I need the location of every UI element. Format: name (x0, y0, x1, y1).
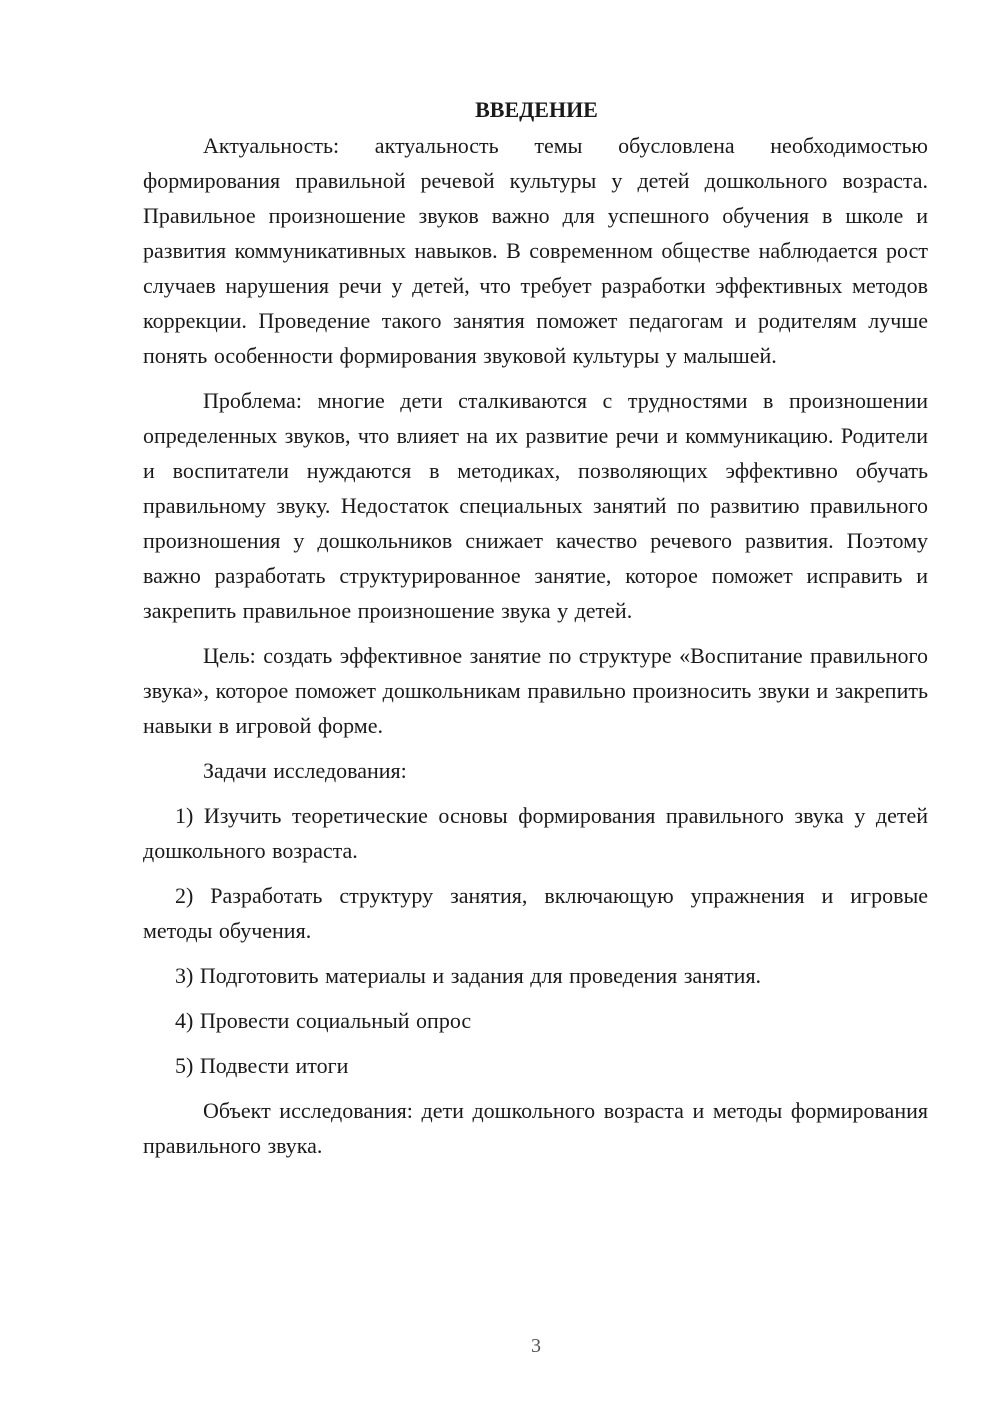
task-item: 5) Подвести итоги (175, 1053, 349, 1078)
task-item: 4) Провести социальный опрос (175, 1008, 472, 1033)
paragraph-goal: Цель: создать эффективное занятие по структуре «Воспитание правильного звука», которое поможет дошкольникам правильно произносить звуки и закрепить навыки в игровой форме. (143, 643, 928, 738)
page-number: 3 (531, 1335, 541, 1357)
page-content (143, 92, 928, 1173)
task-item: 3) Подготовить материалы и задания для проведения занятия. (175, 963, 762, 988)
task-item: 2) Разработать структуру занятия, включающую упражнения и игровые методы обучения. (143, 883, 928, 943)
paragraph-tasks-intro: Задачи исследования: (203, 758, 407, 783)
section-heading: ВВЕДЕНИЕ (475, 97, 598, 122)
paragraph-object: Объект исследования: дети дошкольного возраста и методы формирования правильного звука. (143, 1098, 928, 1158)
paragraph-problem: Проблема: многие дети сталкиваются с трудностями в произношении определенных звуков, что влияет на их развитие речи и коммуникацию. Родители и воспитатели нуждаются в методиках, позволяющих эффективно обучать правильному звуку. Недостаток специальных занятий по развитию правильного произношения у дошкольников снижает качество речевого развития. Поэтому важно разработать структурированное занятие, которое поможет исправить и закрепить правильное произношение звука у детей. (143, 388, 928, 623)
paragraph-relevance: Актуальность: актуальность темы обусловлена необходимостью формирования правильной речевой культуры у детей дошкольного возраста. Правильное произношение звуков важно для успешного обучения в школе и развития коммуникативных навыков. В современном обществе наблюдается рост случаев нарушения речи у детей, что требует разработки эффективных методов коррекции. Проведение такого занятия поможет педагогам и родителям лучше понять особенности формирования звуковой культуры у малышей. (143, 133, 928, 368)
task-item: 1) Изучить теоретические основы формирования правильного звука у детей дошкольного возраста. (143, 803, 928, 863)
